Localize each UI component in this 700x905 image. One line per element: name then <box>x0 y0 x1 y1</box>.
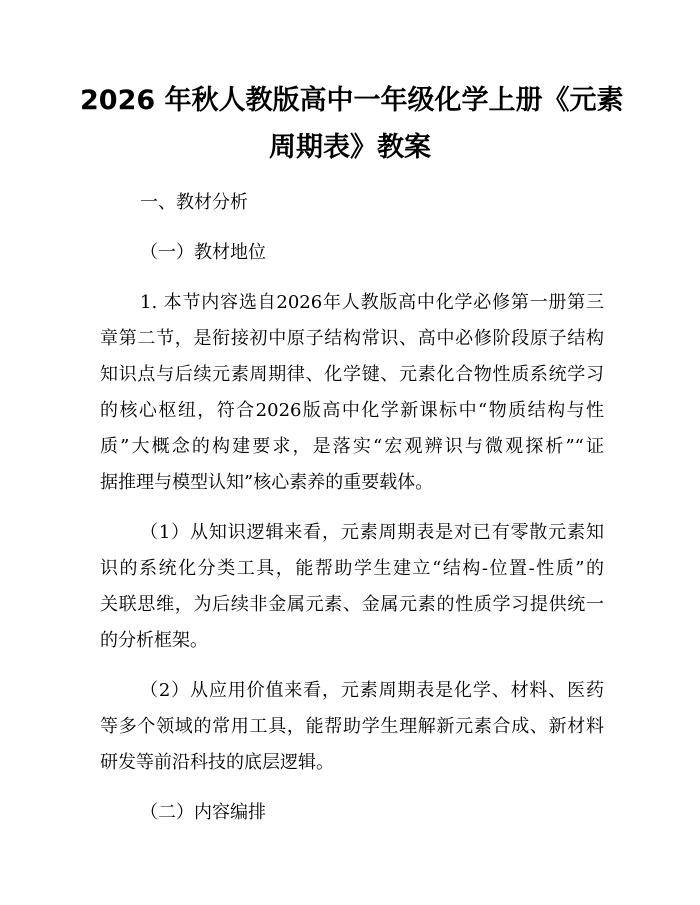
paragraph-3-line: （2）从应用价值来看，元素周期表是化学、材料、医药 <box>140 680 604 701</box>
paragraph-1-line: 的核心枢纽，符合2026版高中化学新课标中“物质结构与性 <box>100 400 604 421</box>
paragraph-1-line: 知识点与后续元素周期律、化学键、元素化合物性质系统学习 <box>100 364 604 385</box>
section-heading-textbook-analysis: 一、教材分析 <box>140 192 248 213</box>
paragraph-2-line: 关联思维，为后续非金属元素、金属元素的性质学习提供统一 <box>100 594 604 615</box>
subsection-heading-textbook-status: （一）教材地位 <box>140 242 266 263</box>
document-title-line-1: 2026 年秋人教版高中一年级化学上册《元素 <box>80 85 624 116</box>
paragraph-1-line: 质”大概念的构建要求，是落实“宏观辨识与微观探析”“证 <box>100 436 604 457</box>
document-title-line-2: 周期表》教案 <box>269 132 431 163</box>
paragraph-3-line: 等多个领域的常用工具，能帮助学生理解新元素合成、新材料 <box>100 716 604 737</box>
paragraph-2-line: （1）从知识逻辑来看，元素周期表是对已有零散元素知 <box>140 522 604 543</box>
paragraph-1-line: 据推理与模型认知”核心素养的重要载体。 <box>100 472 434 493</box>
paragraph-2-line: 识的系统化分类工具，能帮助学生建立“结构-位置-性质”的 <box>100 558 604 579</box>
paragraph-1-line: 章第二节，是衔接初中原子结构常识、高中必修阶段原子结构 <box>100 328 604 349</box>
paragraph-1-line: 1. 本节内容选自2026年人教版高中化学必修第一册第三 <box>140 292 604 313</box>
paragraph-3-line: 研发等前沿科技的底层逻辑。 <box>100 752 334 773</box>
subsection-heading-content-arrangement: （二）内容编排 <box>140 802 266 823</box>
paragraph-2-line: 的分析框架。 <box>100 630 208 651</box>
